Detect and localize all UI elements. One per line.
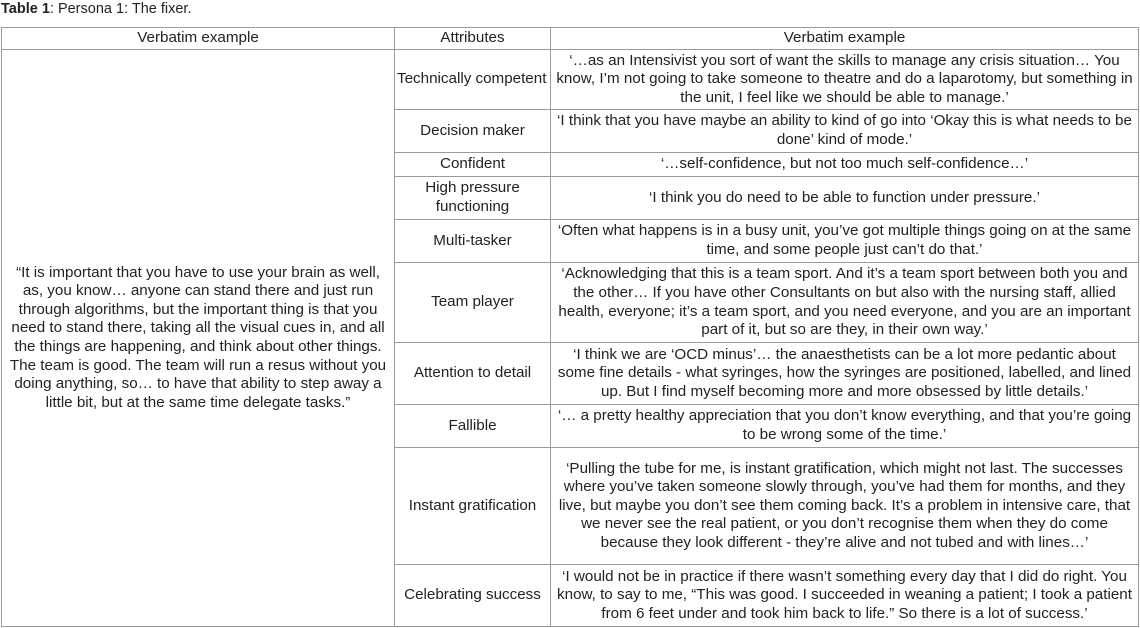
header-verbatim-example: Verbatim example: [2, 28, 395, 50]
quote-cell: ‘I think you do need to be able to function under pressure.’: [551, 177, 1139, 220]
quote-cell: ‘Pulling the tube for me, is instant gratification, which might not last. The successes where you’ve taken someone slowly through, you’ve had them for months, and they live, but maybe you don’t see them coming back. It’s a problem in intensive care, that we never see the real patient, or you don’t recognise them when they do come because they look different - they’re alive and not tubed and with lines…’: [551, 448, 1139, 565]
attribute-cell: Instant gratification: [395, 448, 551, 565]
header-verbatim-example: Verbatim example: [551, 28, 1139, 50]
table-caption-label: Table 1: [1, 1, 50, 17]
quote-cell: ‘…self-confidence, but not too much self-confidence…’: [551, 153, 1139, 177]
attribute-cell: Decision maker: [395, 110, 551, 153]
attribute-cell: High pressure functioning: [395, 177, 551, 220]
attribute-cell: Fallible: [395, 405, 551, 448]
persona-table: [1, 27, 1139, 627]
quote-cell: ‘… a pretty healthy appreciation that you don’t know everything, and that you’re going to be wrong some of the time.’: [551, 405, 1139, 448]
quote-cell: ‘I would not be in practice if there wasn’t something every day that I did do right. You know, to say to me, “This was good. I succeeded in weaning a patient; I took a patient from 6 feet under and took him back to life.” So there is a lot of success.’: [551, 565, 1139, 627]
attribute-cell: Confident: [395, 153, 551, 177]
quote-cell: ‘I think we are ‘OCD minus’… the anaesthetists can be a lot more pedantic about some fine details - what syringes, how the syringes are positioned, labelled, and lined up. But I find myself becoming more and more obsessed by little details.’: [551, 343, 1139, 405]
quote-cell: ‘…as an Intensivist you sort of want the skills to manage any crisis situation… You know, I’m not going to take someone to theatre and do a laparotomy, but something in the unit, I feel like we should be able to manage.’: [551, 50, 1139, 110]
table-caption: [1, 0, 191, 18]
attribute-cell: Celebrating success: [395, 565, 551, 627]
table-row: [2, 50, 1139, 110]
quote-cell: ‘Acknowledging that this is a team sport. And it’s a team sport between both you and the other… If you have other Consultants on but also with the nursing staff, allied health, everyone; it’s a team sport, and you need everyone, and you are an important part of it, but so are they, in their own way.’: [551, 263, 1139, 343]
quote-cell: ‘I think that you have maybe an ability to kind of go into ‘Okay this is what needs to be done’ kind of mode.’: [551, 110, 1139, 153]
quote-cell: ‘Often what happens is in a busy unit, you’ve got multiple things going on at the same time, and some people just can’t do that.’: [551, 220, 1139, 263]
attribute-cell: Technically competent: [395, 50, 551, 110]
header-attributes: Attributes: [395, 28, 551, 50]
attribute-cell: Team player: [395, 263, 551, 343]
attribute-cell: Attention to detail: [395, 343, 551, 405]
table-header-row: [2, 28, 1139, 50]
table-caption-text: : Persona 1: The fixer.: [49, 1, 192, 17]
persona-quote-cell: “It is important that you have to use your brain as well, as, you know… anyone can stand there and just run through algorithms, but the important thing is that you need to stand there, taking all the visual cues in, and all the things are happening, and think about other things. The team is good. The team will run a resus without you doing anything, so… to have that ability to step away a little bit, but at the same time delegate tasks.”: [2, 50, 395, 627]
attribute-cell: Multi-tasker: [395, 220, 551, 263]
